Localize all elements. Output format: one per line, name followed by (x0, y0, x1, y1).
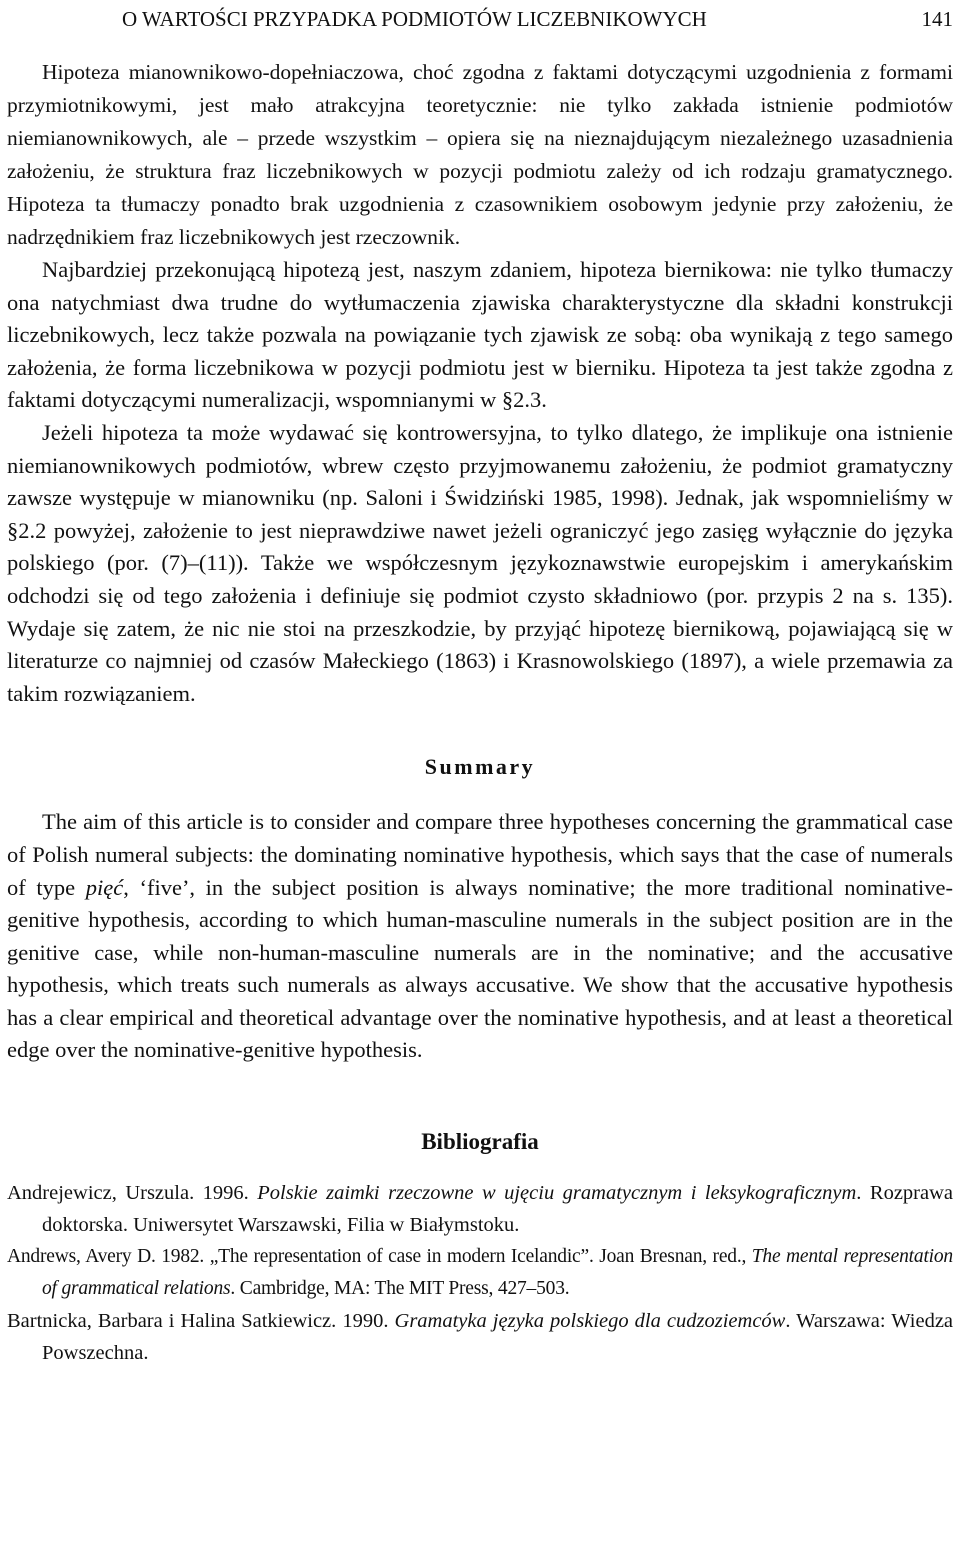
bibliography-entry (7, 1305, 953, 1369)
running-title: O WARTOŚCI PRZYPADKA PODMIOTÓW LICZEBNIKOWYCH (122, 7, 707, 31)
summary-italic-term: pięć (85, 874, 124, 900)
bib-entry-title: Polskie zaimki rzeczowne w ujęciu gramatycznym i leksykograficznym (257, 1182, 857, 1205)
bib-entry-text: Bartnicka, Barbara i Halina Satkiewicz. 1990. (7, 1310, 395, 1333)
bibliography-list (7, 1177, 953, 1369)
bibliography-entry (7, 1241, 953, 1305)
body-paragraph: Najbardziej przekonującą hipotezą jest, naszym zdaniem, hipoteza biernikowa: nie tylko tłumaczy ona natychmiast dwa trudne do wytłumaczenia zjawiska charakterystyczne dla składni konstrukcji liczebnikowych, lecz także pozwala na powiązanie tych zjawisk ze sobą: oba wynikają z tego samego założenia, że forma liczebnikowa w pozycji podmiotu jest w bierniku. Hipoteza ta jest także zgodna z faktami dotyczącymi numeralizacji, wspomnianymi w §2.3. (7, 257, 953, 413)
page (7, 0, 953, 1369)
summary-text-part: , ‘five’, in the subject position is always nominative; the more traditional nominative-genitive hypothesis, according to which human-masculine numerals in the subject position are in the genitive case, while non-human-masculine numerals are in the nominative; and the accusative hypothesis, which treats such numerals as always accusative. We show that the accusative hypothesis has a clear empirical and theoretical advantage over the nominative hypothesis, and at least a theoretical edge over the nominative-genitive hypothesis. (7, 874, 954, 1063)
bib-entry-title: The mental representation of grammatical relations (42, 1246, 953, 1300)
bibliography-heading: Bibliografia (421, 1129, 539, 1155)
bib-entry-title: Gramatyka języka polskiego dla cudzoziemców (394, 1310, 786, 1333)
summary-heading: Summary (424, 754, 536, 780)
body-paragraph: Jeżeli hipoteza ta może wydawać się kontrowersyjna, to tylko dlatego, że implikuje ona istnienie niemianownikowych podmiotów, wbrew często przyjmowanemu założeniu, że podmiot gramatyczny zawsze występuje w mianowniku (np. Saloni i Świdziński 1985, 1998). Jednak, jak wspomnieliśmy w §2.2 powyżej, założenie to jest nieprawdziwe nawet jeżeli ograniczyć jego zasięg wyłącznie do języka polskiego (por. (7)–(11)). Także we współczesnym językoznawstwie europejskim i amerykańskim odchodzi się od tego założenia i definiuje się podmiot czysto składniowo (por. przypis 2 na s. 135). Wydaje się zatem, że nic nie stoi na przeszkodzie, by przyjąć hipotezę biernikową, pojawiającą się w literaturze co najmniej od czasów Małeckiego (1863) i Krasnowolskiego (1897), a wiele przemawia za takim rozwiązaniem. (7, 419, 953, 706)
summary-text-part: The aim of this article is to consider and compare three hypotheses concerning the grammatical case of Polish numeral subjects: the dominating nominative hypothesis, which says that the case of numerals of type (7, 809, 953, 900)
bib-entry-text: Andrejewicz, Urszula. 1996. (7, 1182, 258, 1205)
page-number: 141 (921, 7, 953, 31)
bib-entry-text: Andrews, Avery D. 1982. „The representation of case in modern Icelandic”. Joan Bresnan, red., (7, 1246, 752, 1268)
bibliography-entry (7, 1177, 953, 1241)
running-head (7, 0, 953, 40)
body-paragraph: Hipoteza mianownikowo-dopełniaczowa, choć zgodna z faktami dotyczącymi uzgodnienia z formami przymiotnikowymi, jest mało atrakcyjna teoretycznie: nie tylko zakłada istnienie podmiotów niemianownikowych, ale – przede wszystkim – opiera się na nieznajdującym niezależnego uzasadnienia założeniu, że struktura fraz liczebnikowych w pozycji podmiotu zależy od ich rodzaju gramatycznego. Hipoteza ta tłumaczy ponadto brak uzgodnienia z czasownikiem osobowym jedynie przy założeniu, że nadrzędnikiem fraz liczebnikowych jest rzeczownik. (7, 60, 953, 249)
bib-entry-text: . Warszawa: Wiedza Powszechna. (42, 1310, 954, 1365)
summary-paragraph (7, 806, 953, 1067)
bib-entry-text: . Rozprawa doktorska. Uniwersytet Warszawski, Filia w Białymstoku. (42, 1182, 953, 1237)
bib-entry-text: . Cambridge, MA: The MIT Press, 427–503. (230, 1278, 570, 1300)
summary-block (7, 806, 953, 1067)
main-text (7, 56, 953, 710)
